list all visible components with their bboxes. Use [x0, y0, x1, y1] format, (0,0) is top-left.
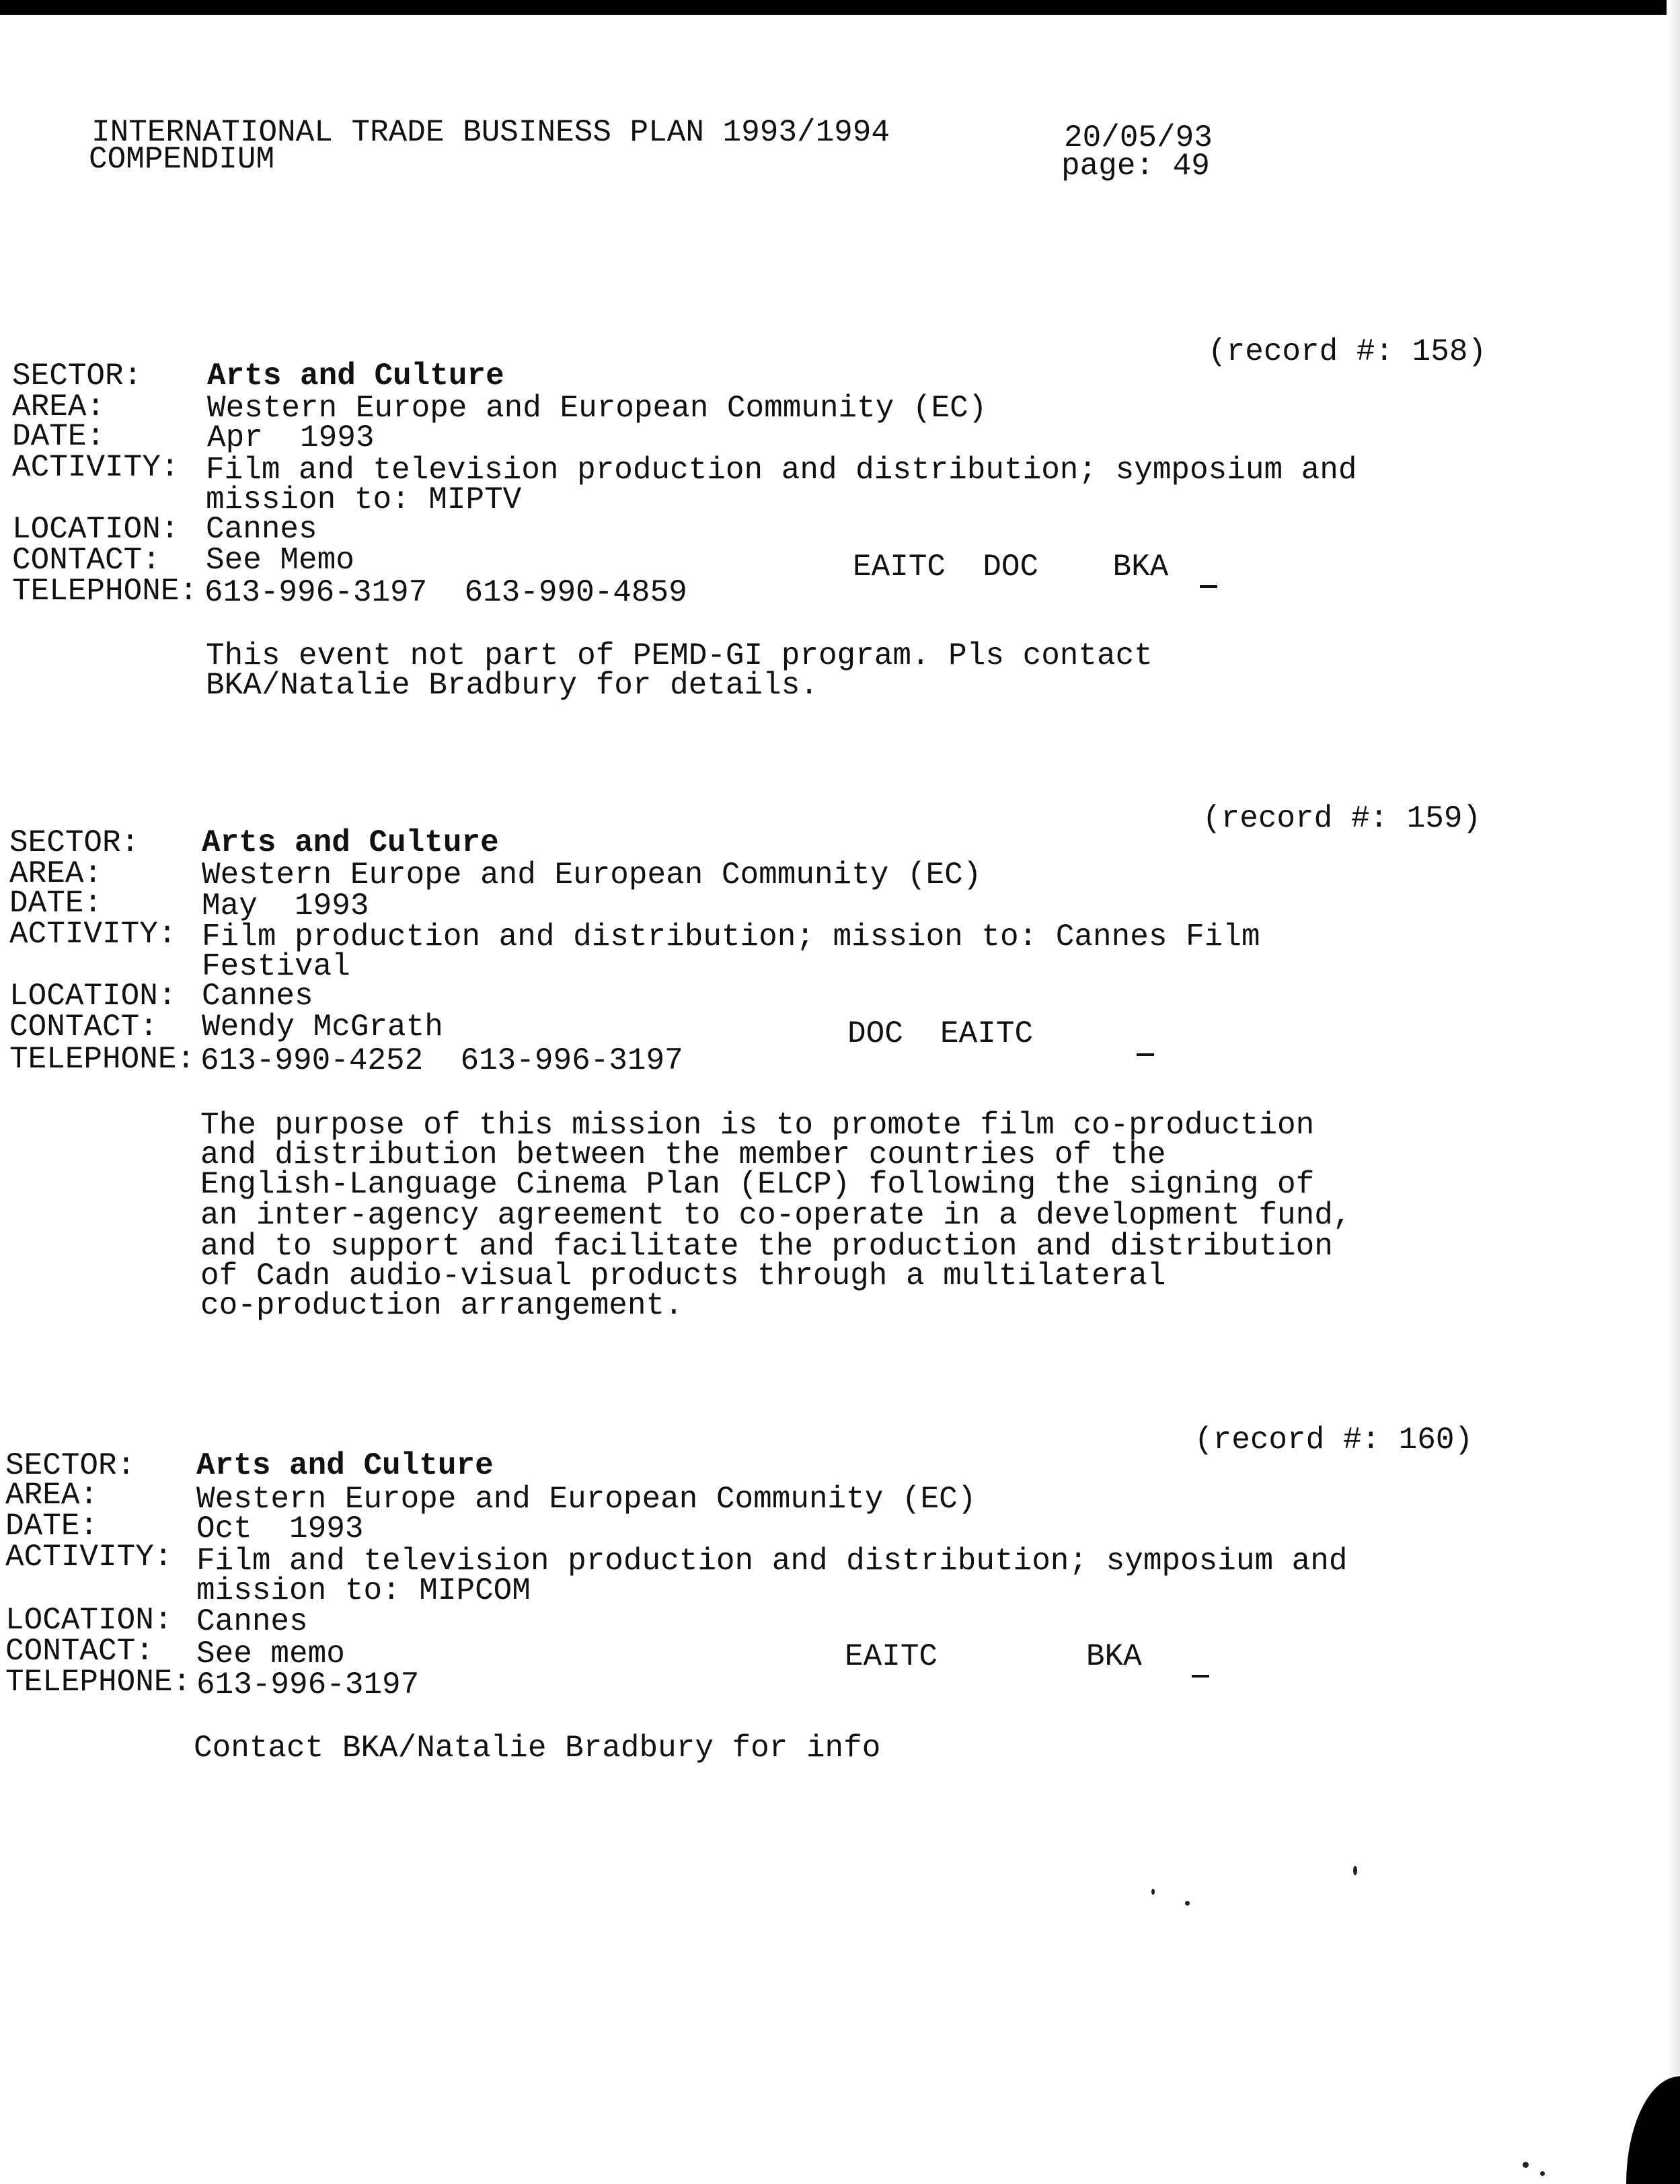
activity-line-2: mission to: MIPCOM — [196, 1573, 531, 1608]
label-date: DATE: — [9, 886, 103, 921]
location-value: Cannes — [202, 979, 313, 1014]
location-value: Cannes — [206, 512, 317, 547]
record-number: (record #: 159) — [1202, 801, 1482, 836]
date-value: Oct 1993 — [196, 1511, 364, 1546]
label-sector: SECTOR: — [5, 1448, 136, 1483]
contact-value: See memo — [196, 1636, 345, 1671]
label-telephone: TELEPHONE: — [9, 1042, 196, 1077]
note-line: an inter-agency agreement to co-operate in a development fund, — [200, 1198, 1352, 1233]
activity-line-1: Film and television production and distribution; symposium and — [206, 453, 1357, 488]
document-date: 20/05/93 — [1064, 120, 1213, 155]
scan-speck — [1151, 1889, 1155, 1895]
check-mark-dash — [1137, 1053, 1154, 1056]
scan-speck — [1540, 2171, 1545, 2176]
label-activity: ACTIVITY: — [12, 450, 180, 485]
label-contact: CONTACT: — [9, 1010, 158, 1045]
scan-speck — [1353, 1866, 1357, 1875]
label-location: LOCATION: — [12, 512, 180, 547]
label-telephone: TELEPHONE: — [5, 1665, 192, 1700]
label-sector: SECTOR: — [9, 825, 140, 860]
department-codes: EAITC DOC BKA — [853, 550, 1169, 585]
scan-corner — [1626, 2076, 1680, 2184]
date-value: May 1993 — [202, 889, 369, 924]
note-line: This event not part of PEMD-GI program. Pls contact — [206, 638, 1153, 673]
label-contact: CONTACT: — [12, 543, 161, 578]
location-value: Cannes — [196, 1604, 308, 1639]
label-activity: ACTIVITY: — [9, 917, 177, 952]
label-telephone: TELEPHONE: — [12, 574, 198, 609]
label-area: AREA: — [12, 389, 106, 424]
label-area: AREA: — [5, 1478, 99, 1513]
note-line: The purpose of this mission is to promote film co-production — [200, 1108, 1315, 1143]
department-codes: DOC EAITC — [847, 1016, 1034, 1051]
record-number: (record #: 158) — [1208, 334, 1487, 369]
note-line: English-Language Cinema Plan (ELCP) following the signing of — [200, 1167, 1315, 1202]
label-date: DATE: — [5, 1509, 99, 1544]
sector-value: Arts and Culture — [202, 825, 499, 860]
label-location: LOCATION: — [9, 979, 177, 1014]
scan-speck — [1185, 1901, 1190, 1906]
telephone-value: 613-996-3197 613-990-4859 — [204, 575, 687, 610]
scan-border-top — [0, 0, 1680, 15]
note-line: BKA/Natalie Bradbury for details. — [206, 668, 818, 703]
label-sector: SECTOR: — [12, 359, 143, 393]
label-contact: CONTACT: — [5, 1634, 154, 1669]
note-line: co-production arrangement. — [200, 1288, 683, 1323]
check-mark-dash — [1200, 585, 1217, 588]
document-title: INTERNATIONAL TRADE BUSINESS PLAN 1993/1994 — [91, 115, 890, 150]
sector-value: Arts and Culture — [207, 359, 504, 393]
area-value: Western Europe and European Community (EC) — [196, 1482, 977, 1517]
label-location: LOCATION: — [5, 1603, 173, 1638]
note-line: Contact BKA/Natalie Bradbury for info — [194, 1731, 881, 1766]
scan-speck — [1523, 2162, 1529, 2168]
document-subtitle: COMPENDIUM — [89, 142, 275, 177]
activity-line-1: Film production and distribution; mission to: Cannes Film — [202, 919, 1260, 954]
telephone-value: 613-996-3197 — [196, 1667, 420, 1702]
page-number: page: 49 — [1061, 149, 1210, 184]
scan-edge-right — [1667, 0, 1680, 2184]
label-activity: ACTIVITY: — [5, 1540, 173, 1575]
activity-line-2: mission to: MIPTV — [206, 482, 522, 517]
date-value: Apr 1993 — [207, 420, 375, 455]
activity-line-1: Film and television production and distribution; symposium and — [196, 1544, 1348, 1579]
note-line: and distribution between the member countries of the — [200, 1137, 1166, 1172]
contact-value: See Memo — [206, 543, 354, 578]
note-line: and to support and facilitate the production and distribution — [200, 1229, 1333, 1264]
record-number: (record #: 160) — [1194, 1423, 1474, 1458]
sector-value: Arts and Culture — [196, 1448, 494, 1483]
check-mark-dash — [1192, 1675, 1209, 1678]
contact-value: Wendy McGrath — [202, 1010, 443, 1045]
label-date: DATE: — [12, 419, 106, 454]
area-value: Western Europe and European Community (EC) — [202, 858, 982, 893]
department-codes: EAITC BKA — [845, 1639, 1142, 1674]
telephone-value: 613-990-4252 613-996-3197 — [200, 1043, 683, 1078]
label-area: AREA: — [9, 856, 103, 891]
area-value: Western Europe and European Community (EC) — [207, 391, 987, 426]
activity-line-2: Festival — [202, 949, 350, 984]
note-line: of Cadn audio-visual products through a multilateral — [200, 1258, 1166, 1293]
